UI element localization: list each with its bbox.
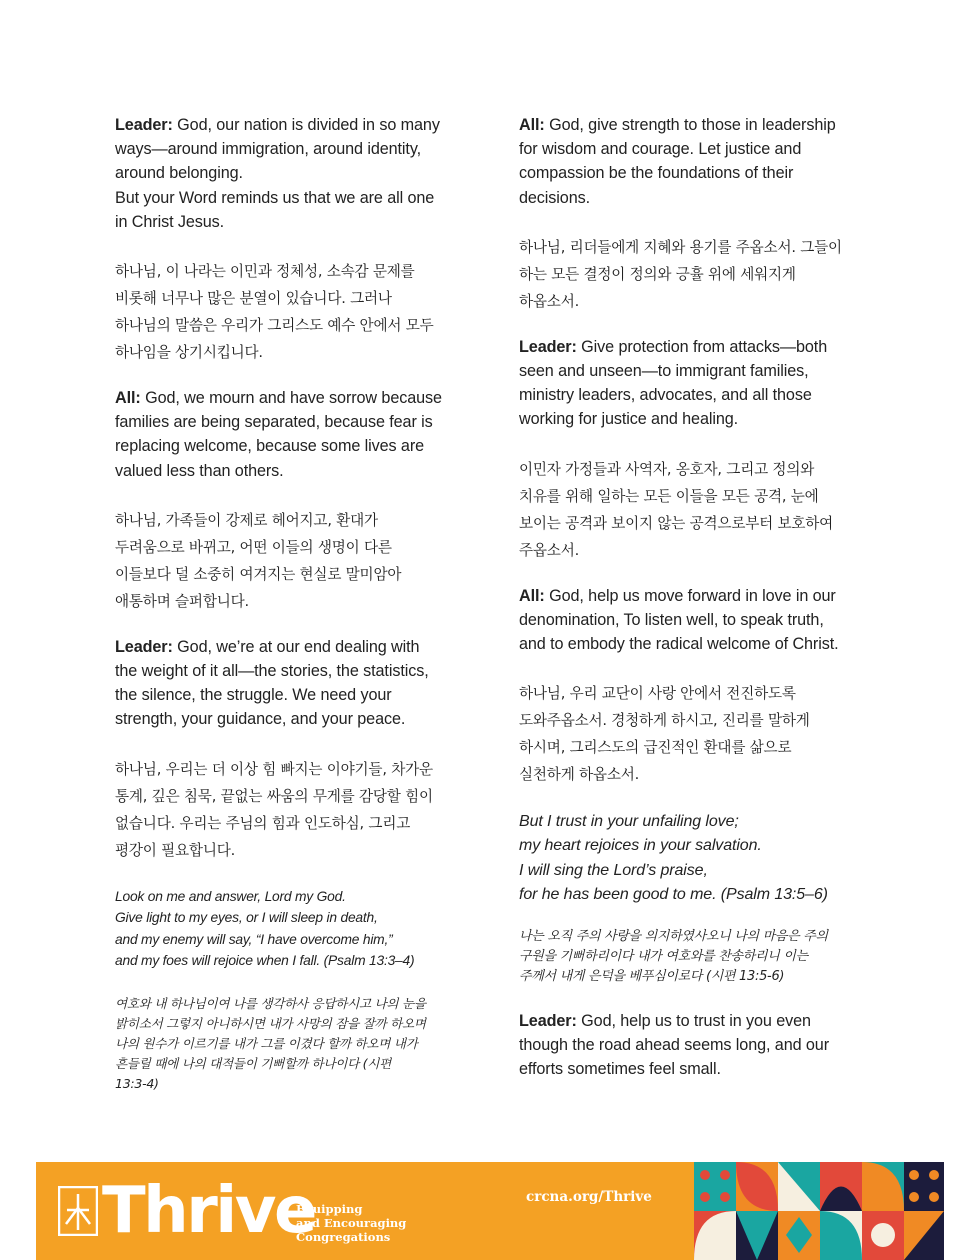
all-prayer-1: All: God, we mourn and have sorrow because families are being separated, because fear is replacing welcome, because some lives are valued less than others. (115, 389, 442, 480)
korean-prayer-5: 이민자 가정들과 사역자, 옹호자, 그리고 정의와 치유를 위해 일하는 모든 이들을 모든 공격, 눈에 보이는 공격과 보이지 않는 공격으로부터 보호하여 주옵소서. (519, 460, 834, 559)
speaker-label: Leader: (519, 1012, 577, 1031)
korean-prayer-6: 하나님, 우리 교단이 사랑 안에서 전진하도록 도와주옵소서. 경청하게 하시고, 진리를 말하게 하시며, 그리스도의 급진적인 환대를 삶으로 실천하게 하옵소서. (519, 685, 810, 784)
thrive-tagline: Equipping and Encouraging Congregations (296, 1202, 407, 1244)
korean-prayer-1: 하나님, 이 나라는 이민과 정체성, 소속감 문제를 비롯해 너무나 많은 분열이 있습니다. 그러나 하나님의 말씀은 우리가 그리스도 예수 안에서 모두 하나임을 상기시킵니다. (115, 263, 434, 362)
thrive-logo-text: Thrive (102, 1174, 315, 1248)
speaker-label: Leader: (115, 637, 173, 656)
psalm-verse-english-2: But I trust in your unfailing love; my heart rejoices in your salvation. I will sing the Lord’s praise, for he has been good to me. (Psalm 13:5–6) (519, 813, 828, 903)
korean-prayer-2: 하나님, 가족들이 강제로 헤어지고, 환대가 두려움으로 바뀌고, 어떤 이들의 생명이 다른 이들보다 덜 소중히 여겨지는 현실로 말미암아 애통하며 슬퍼합니다. (115, 511, 402, 610)
thrive-website-link[interactable]: crcna.org/Thrive (526, 1189, 652, 1205)
psalm-verse-korean-2: 나는 오직 주의 사랑을 의지하였사오니 나의 마음은 주의 구원을 기뻐하리이다 내가 여호와를 찬송하리니 이는 주께서 내게 은덕을 베푸심이로다 (시편 13:5-6) (519, 929, 828, 985)
crc-cross-logo-icon (58, 1186, 98, 1236)
speaker-label: All: (115, 389, 141, 408)
psalm-verse-english-1: Look on me and answer, Lord my God. Give light to my eyes, or I will sleep in death, and my enemy will say, “I have overcome him,” and my foes will rejoice when I fall. (Psalm 13:3–4) (115, 888, 415, 969)
thrive-footer-banner (36, 1162, 944, 1260)
leader-prayer-3: Leader: Give protection from attacks—both seen and unseen—to immigrant families, ministry leaders, advocates, and all those working for justice and healing. (519, 337, 828, 429)
leader-prayer-1: Leader: God, our nation is divided in so many ways—around immigration, around identity, around belonging. But your Word reminds us that we are all one in Christ Jesus. (115, 116, 440, 231)
speaker-label: All: (519, 586, 545, 605)
all-prayer-2: All: God, give strength to those in leadership for wisdom and courage. Let justice and compassion be the foundations of their decisions. (519, 116, 836, 207)
psalm-verse-korean-1: 여호와 내 하나님이여 나를 생각하사 응답하시고 나의 눈을 밝히소서 그렇지 아니하시면 내가 사망의 잠을 잘까 하오며 나의 원수가 이르기를 내가 그를 이겼다 할까 하오며 내가 흔들릴 때에 나의 대적들이 기뻐할까 하나이다 (시편 13:3-4) (115, 995, 426, 1091)
right-column (519, 113, 879, 1106)
leader-prayer-4: Leader: God, help us to trust in you even though the road ahead seems long, and our efforts sometimes feel small. (519, 1012, 829, 1079)
left-column (115, 113, 475, 1118)
speaker-label: Leader: (115, 116, 173, 134)
speaker-label: All: (519, 116, 545, 134)
speaker-label: Leader: (519, 337, 577, 356)
korean-prayer-3: 하나님, 우리는 더 이상 힘 빠지는 이야기들, 차가운 통계, 깊은 침묵, 끝없는 싸움의 무게를 감당할 힘이 없습니다. 우리는 주님의 힘과 인도하심, 그리고 평강이 필요합니다. (115, 760, 433, 859)
leader-prayer-2: Leader: God, we’re at our end dealing with the weight of it all—the stories, the statistics, the silence, the struggle. We need your strength, your guidance, and your peace. (115, 637, 429, 729)
korean-prayer-4: 하나님, 리더들에게 지혜와 용기를 주옵소서. 그들이 하는 모든 결정이 정의와 긍휼 위에 세워지게 하옵소서. (519, 238, 842, 310)
all-prayer-3: All: God, help us move forward in love in our denomination, To listen well, to speak truth, and to embody the radical welcome of Christ. (519, 586, 839, 654)
geometric-pattern-decoration (694, 1162, 944, 1260)
